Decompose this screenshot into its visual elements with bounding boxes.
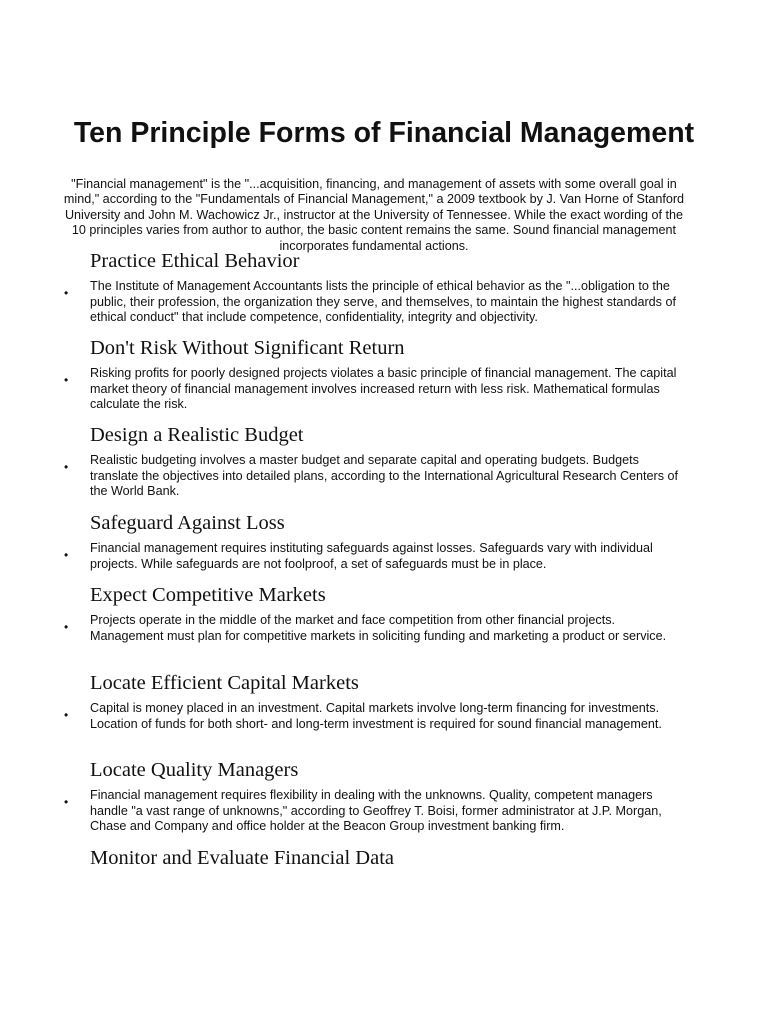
section-heading: Locate Efficient Capital Markets — [90, 672, 359, 694]
section-body: Capital is money placed in an investment. Capital markets involve long-term financing for investments. Location of funds for both short- and long-term investment is required for sound financial management. — [90, 701, 662, 731]
section-heading: Don't Risk Without Significant Return — [90, 337, 405, 359]
section-heading: Monitor and Evaluate Financial Data — [90, 847, 394, 869]
section-body: Realistic budgeting involves a master budget and separate capital and operating budgets. Budgets translate the objectives into detailed plans, according to the International Agricultural Research Centers of the World Bank. — [90, 453, 679, 498]
bullet-icon: • — [64, 620, 69, 634]
section-body: The Institute of Management Accountants lists the principle of ethical behavior as the "...obligation to the public, their profession, the organization they serve, and themselves, to maintain the highest standards of ethical conduct" that include competence, confidentiality, integrity and objectivity. — [90, 279, 676, 324]
bullet-icon: • — [64, 286, 69, 300]
section-heading: Locate Quality Managers — [90, 759, 299, 781]
bullet-icon: • — [64, 460, 69, 474]
section-body: Financial management requires instituting safeguards against losses. Safeguards vary with individual projects. While safeguards are not foolproof, a set of safeguards must be in place. — [90, 541, 653, 571]
section-heading: Design a Realistic Budget — [90, 424, 304, 446]
section-heading: Practice Ethical Behavior — [90, 250, 300, 272]
section-heading: Expect Competitive Markets — [90, 584, 326, 606]
section-heading: Safeguard Against Loss — [90, 512, 285, 534]
section-body: Projects operate in the middle of the market and face competition from other financial projects. Management must plan for competitive markets in soliciting funding and marketing a product or service. — [90, 613, 667, 643]
bullet-icon: • — [64, 708, 69, 722]
bullet-icon: • — [64, 373, 69, 387]
section-body: Financial management requires flexibility in dealing with the unknowns. Quality, competent managers handle "a vast range of unknowns," according to Geoffrey T. Boisi, former administrator at J.P. Morgan, Chase and Company and office holder at the Beacon Group investment banking firm. — [90, 788, 662, 833]
page-title: Ten Principle Forms of Financial Management — [73, 117, 695, 150]
bullet-icon: • — [64, 795, 69, 809]
bullet-icon: • — [64, 548, 69, 562]
intro-paragraph: "Financial management" is the "...acquisition, financing, and management of assets with some overall goal in mind," according to the "Fundamentals of Financial Management," a 2009 textbook by J. Van Horne of Stanford University and John M. Wachowicz Jr., instructor at the University of Tennessee. While the exact wording of the 10 principles varies from author to author, the basic content remains the same. Sound financial management incorporates fundamental actions. — [63, 176, 685, 253]
section-body: Risking profits for poorly designed projects violates a basic principle of financial management. The capital market theory of financial management involves increased return with less risk. Mathematical formulas calculate the risk. — [90, 366, 677, 411]
